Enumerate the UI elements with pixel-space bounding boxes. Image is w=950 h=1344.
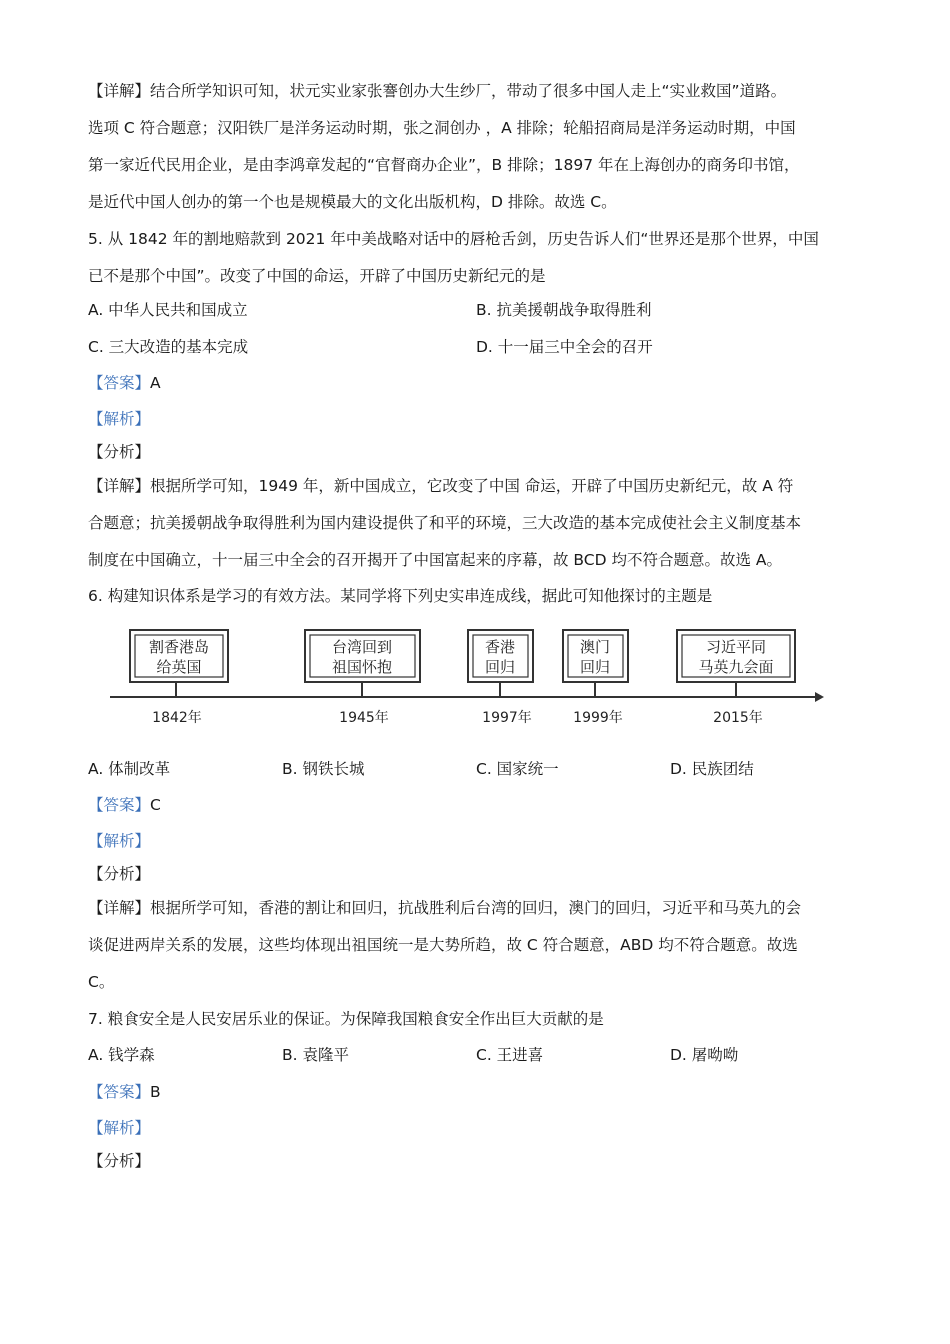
q5-answer-value: A: [150, 374, 161, 392]
q7-option-b: B. 袁隆平: [282, 1046, 349, 1064]
q4-detail-line-2: 选项 C 符合题意；汉阳铁厂是洋务运动时期，张之洞创办 ，A 排除；轮船招商局是洋务运动时期，中国: [88, 119, 796, 137]
history-timeline-figure: [100, 620, 830, 735]
event-1999-line2: 回归: [579, 658, 611, 676]
q6-stem: 6. 构建知识体系是学习的有效方法。某同学将下列史实串连成线，据此可知他探讨的主题是: [88, 587, 713, 605]
q5-stem-line-2: 已不是那个中国”。改变了中国的命运，开辟了中国历史新纪元的是: [88, 267, 546, 285]
event-1999-line1: 澳门: [579, 638, 611, 656]
q5-detail-line-2: 合题意；抗美援朝战争取得胜利为国内建设提供了和平的环境，三大改造的基本完成使社会主义制度基本: [88, 514, 802, 532]
q7-answer: [88, 1082, 868, 1102]
q7-option-a: A. 钱学森: [88, 1046, 155, 1064]
timeline-event-1842: [130, 630, 228, 726]
q6-option-d: D. 民族团结: [670, 760, 754, 778]
event-1997-line2: 回归: [484, 658, 516, 676]
q7-answer-tag: 【答案】: [88, 1083, 151, 1101]
q5-option-c: C. 三大改造的基本完成: [88, 338, 249, 356]
q6-option-a: A. 体制改革: [88, 760, 171, 778]
q5-answer-tag: 【答案】: [88, 374, 151, 392]
event-2015-line1: 习近平同: [705, 638, 767, 656]
q6-answer-value: C: [150, 796, 161, 814]
q7-answer-value: B: [150, 1083, 161, 1101]
event-1945-year: 1945年: [339, 710, 389, 726]
q5-option-d: D. 十一届三中全会的召开: [476, 338, 653, 356]
q7-option-d: D. 屠呦呦: [670, 1046, 739, 1064]
q5-answer: [88, 373, 868, 393]
event-1945-line1: 台湾回到: [331, 638, 393, 656]
event-1945-line2: 祖国怀抱: [331, 658, 393, 676]
q4-detail-line-1: 【详解】结合所学知识可知，状元实业家张謇创办大生纱厂，带动了很多中国人走上“实业救国”道路。: [88, 82, 787, 100]
q7-option-c: C. 王进喜: [476, 1046, 544, 1064]
event-1842-year: 1842年: [152, 710, 202, 726]
event-1997-line1: 香港: [484, 638, 516, 656]
q5-detail-line-3: 制度在中国确立，十一届三中全会的召开揭开了中国富起来的序幕，故 BCD 均不符合题意。故选 A。: [88, 551, 783, 569]
event-1842-line1: 割香港岛: [148, 638, 210, 656]
q6-detail-line-2: 谈促进两岸关系的发展，这些均体现出祖国统一是大势所趋，故 C 符合题意，ABD 均不符合题意。故选: [88, 936, 798, 954]
q5-fenxi: 【分析】: [88, 443, 151, 461]
q5-analysis-tag: 【解析】: [88, 410, 151, 428]
q6-option-b: B. 钢铁长城: [282, 760, 365, 778]
q6-detail-line-1: 【详解】根据所学可知，香港的割让和回归，抗战胜利后台湾的回归，澳门的回归，习近平和马英九的会: [88, 899, 802, 917]
q7-fenxi: 【分析】: [88, 1152, 151, 1170]
q6-detail-line-3: C。: [88, 973, 115, 991]
q5-option-b: B. 抗美援朝战争取得胜利: [476, 301, 652, 319]
timeline-event-1945: [305, 630, 420, 726]
event-1842-line2: 给英国: [156, 658, 202, 676]
timeline-event-1997: [468, 630, 533, 726]
q6-answer-tag: 【答案】: [88, 796, 151, 814]
timeline-arrow-icon: [815, 692, 824, 702]
event-2015-line2: 马英九会面: [698, 658, 774, 676]
q4-detail-line-3: 第一家近代民用企业，是由李鸿章发起的“官督商办企业”，B 排除；1897 年在上海创办的商务印书馆，: [88, 156, 800, 174]
timeline-event-2015: [677, 630, 795, 726]
q7-analysis-tag: 【解析】: [88, 1119, 151, 1137]
q7-stem: 7. 粮食安全是人民安居乐业的保证。为保障我国粮食安全作出巨大贡献的是: [88, 1010, 604, 1028]
q5-detail-line-1: 【详解】根据所学可知，1949 年，新中国成立，它改变了中国 命运，开辟了中国历史新纪元，故 A 符: [88, 477, 794, 495]
event-1999-year: 1999年: [573, 710, 623, 726]
q6-fenxi: 【分析】: [88, 865, 151, 883]
q6-analysis-tag: 【解析】: [88, 832, 151, 850]
q4-detail-line-4: 是近代中国人创办的第一个也是规模最大的文化出版机构，D 排除。故选 C。: [88, 193, 617, 211]
q5-stem-line-1: 5. 从 1842 年的割地赔款到 2021 年中美战略对话中的唇枪舌剑，历史告诉人们“世界还是那个世界，中国: [88, 230, 819, 248]
q6-option-c: C. 国家统一: [476, 760, 559, 778]
event-2015-year: 2015年: [713, 710, 763, 726]
q5-option-a: A. 中华人民共和国成立: [88, 301, 248, 319]
timeline-event-1999: [563, 630, 628, 726]
event-1997-year: 1997年: [482, 710, 532, 726]
q6-answer: [88, 795, 868, 815]
